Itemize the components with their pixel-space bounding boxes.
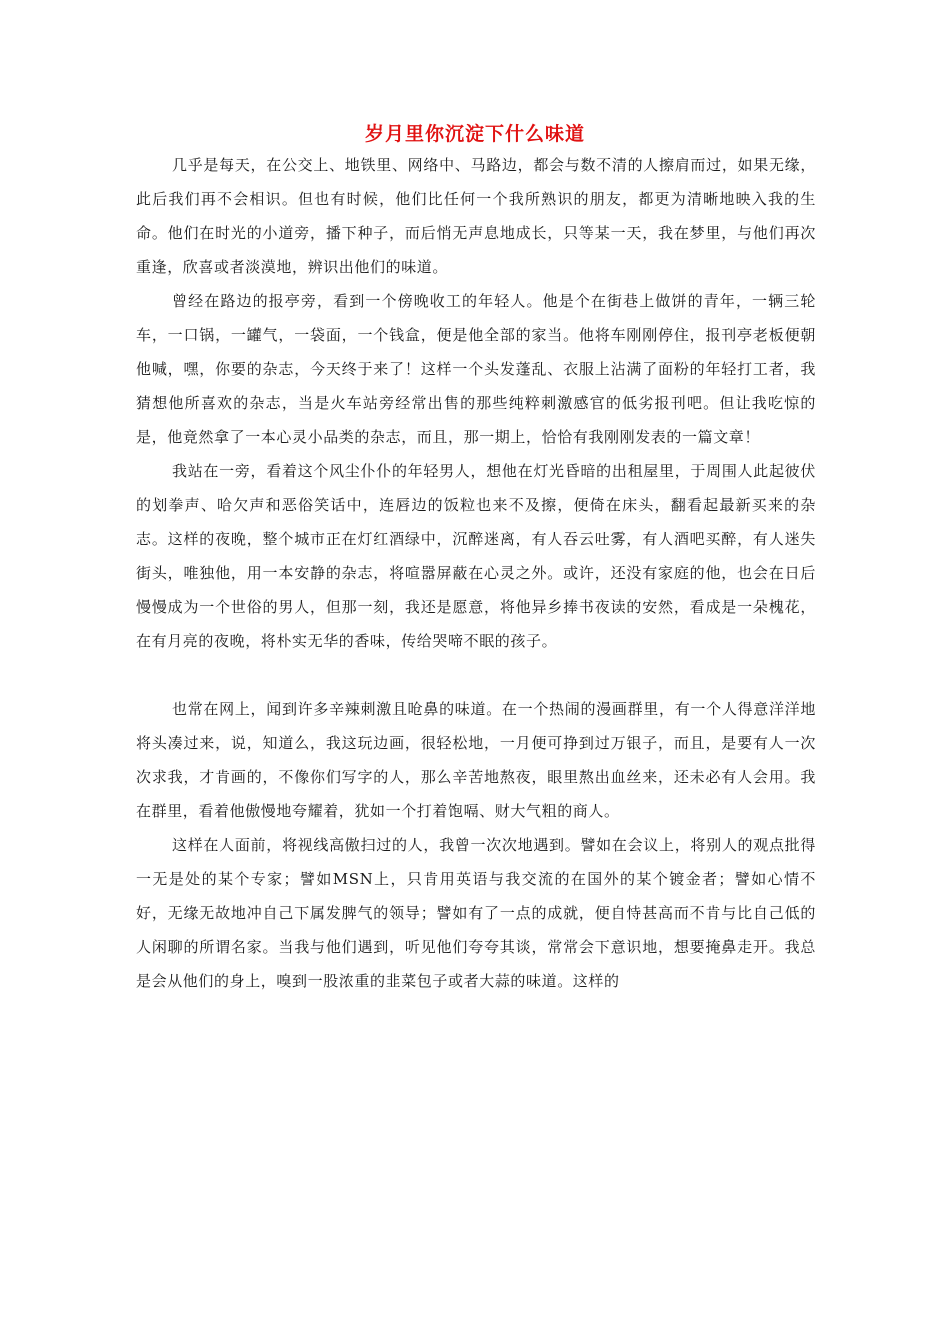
paragraph-2: 曾经在路边的报亭旁，看到一个傍晚收工的年轻人。他是个在街巷上做饼的青年，一辆三轮车，一口锅，一罐气，一袋面，一个钱盒，便是他全部的家当。他将车刚刚停住，报刊亭老板便朝他喊，嘿，你要的杂志，今天终于来了！这样一个头发蓬乱、衣服上沾满了面粉的年轻打工者，我猜想他所喜欢的杂志，当是火车站旁经常出售的那些纯粹刺激感官的低劣报刊吧。但让我吃惊的是，他竟然拿了一本心灵小品类的杂志，而且，那一期上，恰恰有我刚刚发表的一篇文章！ — [136, 292, 816, 446]
paragraph-1: 几乎是每天，在公交上、地铁里、网络中、马路边，都会与数不清的人擦肩而过，如果无缘，此后我们再不会相识。但也有时候，他们比任何一个我所熟识的朋友，都更为清晰地映入我的生命。他们在时光的小道旁，播下种子，而后悄无声息地成长，只等某一天，我在梦里，与他们再次重逢，欣喜或者淡漠地，辨识出他们的味道。 — [136, 156, 816, 276]
document-title: 岁月里你沉淀下什么味道 — [364, 123, 585, 145]
paragraph-4: 也常在网上，闻到许多辛辣刺激且呛鼻的味道。在一个热闹的漫画群里，有一个人得意洋洋地将头凑过来，说，知道么，我这玩边画，很轻松地，一月便可挣到过万银子，而且，是要有人一次次求我，才肯画的，不像你们写字的人，那么辛苦地熬夜，眼里熬出血丝来，还未必有人会用。我在群里，看着他傲慢地夸耀着，犹如一个打着饱嗝、财大气粗的商人。 — [136, 700, 816, 820]
paragraph-5: 这样在人面前，将视线高傲扫过的人，我曾一次次地遇到。譬如在会议上，将别人的观点批得一无是处的某个专家；譬如MSN上，只肯用英语与我交流的在国外的某个镀金者；譬如心情不好，无缘无故地冲自己下属发脾气的领导；譬如有了一点的成就，便自恃甚高而不肯与比自己低的人闲聊的所谓名家。当我与他们遇到，听见他们夸夸其谈，常常会下意识地，想要掩鼻走开。我总是会从他们的身上，嗅到一股浓重的韭菜包子或者大蒜的味道。这样的 — [136, 836, 816, 990]
document-body — [136, 148, 816, 998]
paragraph-3: 我站在一旁，看着这个风尘仆仆的年轻男人，想他在灯光昏暗的出租屋里，于周围人此起彼伏的划拳声、哈欠声和恶俗笑话中，连唇边的饭粒也来不及擦，便倚在床头，翻看起最新买来的杂志。这样的夜晚，整个城市正在灯红酒绿中，沉醉迷离，有人吞云吐雾，有人酒吧买醉，有人迷失街头，唯独他，用一本安静的杂志，将喧嚣屏蔽在心灵之外。或许，还没有家庭的他，也会在日后慢慢成为一个世俗的男人，但那一刻，我还是愿意，将他异乡捧书夜读的安然，看成是一朵槐花，在有月亮的夜晚，将朴实无华的香味，传给哭啼不眠的孩子。 — [136, 462, 816, 650]
